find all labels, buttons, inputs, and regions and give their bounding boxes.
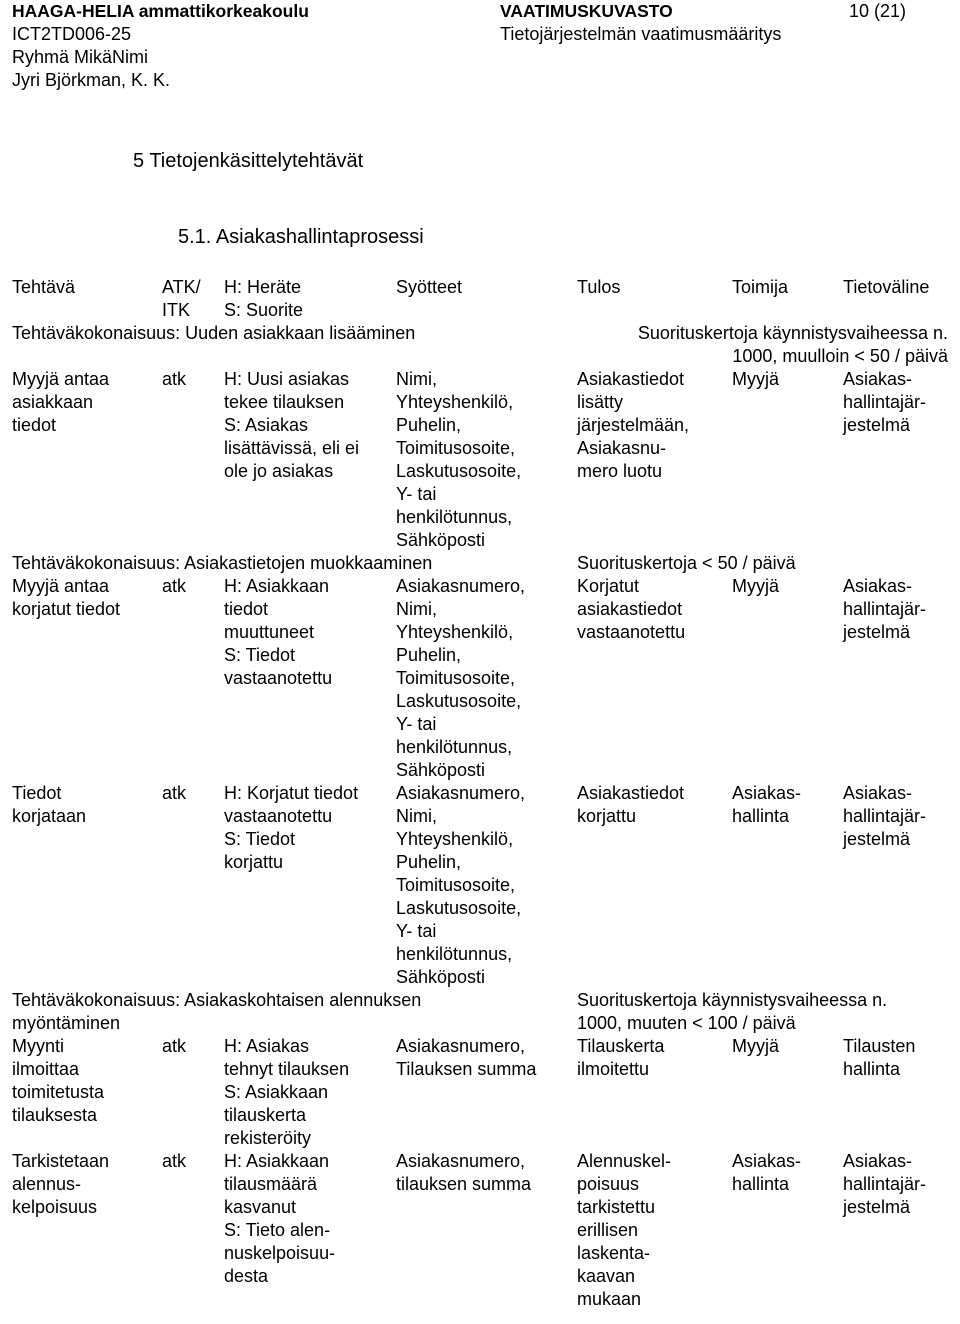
cell-actor: Myyjä xyxy=(732,369,780,389)
cell-atk: atk xyxy=(162,783,187,803)
cell-inputs: Asiakasnumero, tilauksen summa xyxy=(396,1151,532,1194)
section-title: Tehtäväkokonaisuus: Uuden asiakkaan lisääminen xyxy=(12,323,416,343)
section-frequency: Suorituskertoja < 50 / päivä xyxy=(577,553,796,573)
col-header-actor: Toimija xyxy=(732,277,789,297)
cell-trigger: H: Asiakkaan tilausmäärä kasvanut S: Tieto alen- nuskelpoisuu- desta xyxy=(224,1151,336,1286)
cell-trigger: H: Uusi asiakas tekee tilauksen S: Asiakas lisättävissä, eli ei ole jo asiakas xyxy=(224,369,360,481)
section-heading: 5 Tietojenkäsittelytehtävät xyxy=(133,150,364,172)
process-table-body xyxy=(6,276,956,1311)
document-title: VAATIMUSKUVASTO xyxy=(500,1,673,21)
col-header-trigger: H: Heräte S: Suorite xyxy=(224,277,304,320)
section-row xyxy=(6,322,956,368)
page-number: 10 (21) xyxy=(848,1,906,21)
cell-task: Tiedot korjataan xyxy=(12,783,87,826)
cell-task: Myynti ilmoittaa toimitetusta tilauksesta xyxy=(12,1036,105,1125)
cell-trigger: H: Asiakkaan tiedot muuttuneet S: Tiedot vastaanotettu xyxy=(224,576,333,688)
section-title: Tehtäväkokonaisuus: Asiakaskohtaisen alennuksen myöntäminen xyxy=(12,990,422,1033)
cell-result: Alennuskel- poisuus tarkistettu erillisen laskenta- kaavan mukaan xyxy=(577,1151,672,1309)
section-row xyxy=(6,552,956,575)
header-left xyxy=(12,0,309,92)
cell-trigger: H: Asiakas tehnyt tilauksen S: Asiakkaan tilauskerta rekisteröity xyxy=(224,1036,350,1148)
table-row xyxy=(6,1035,956,1150)
table-header-row xyxy=(6,276,956,322)
cell-tool: Asiakas- hallintajär- jestelmä xyxy=(843,783,927,849)
table-row xyxy=(6,575,956,782)
cell-actor: Myyjä xyxy=(732,576,780,596)
header-center xyxy=(500,0,781,46)
section-title: Tehtäväkokonaisuus: Asiakastietojen muokkaaminen xyxy=(12,553,433,573)
page-header xyxy=(12,0,948,90)
cell-inputs: Asiakasnumero, Nimi, Yhteyshenkilö, Puhelin, Toimitusosoite, Laskutusosoite, Y- tai henkilötunnus, Sähköposti xyxy=(396,783,526,987)
cell-tool: Asiakas- hallintajär- jestelmä xyxy=(843,576,927,642)
table-row xyxy=(6,1150,956,1311)
cell-task: Tarkistetaan alennus- kelpoisuus xyxy=(12,1151,110,1217)
cell-tool: Tilausten hallinta xyxy=(843,1036,916,1079)
cell-inputs: Asiakasnumero, Nimi, Yhteyshenkilö, Puhelin, Toimitusosoite, Laskutusosoite, Y- tai henkilötunnus, Sähköposti xyxy=(396,576,526,780)
cell-atk: atk xyxy=(162,576,187,596)
cell-atk: atk xyxy=(162,1151,187,1171)
document-subtitle: Tietojärjestelmän vaatimusmääritys xyxy=(500,24,782,44)
cell-inputs: Nimi, Yhteyshenkilö, Puhelin, Toimitusosoite, Laskutusosoite, Y- tai henkilötunnus, Sähköposti xyxy=(396,369,522,550)
cell-result: Korjatut asiakastiedot vastaanotettu xyxy=(577,576,686,642)
cell-result: Tilauskerta ilmoitettu xyxy=(577,1036,665,1079)
section-frequency: Suorituskertoja käynnistysvaiheessa n. 1000, muulloin < 50 / päivä xyxy=(637,323,948,366)
cell-result: Asiakastiedot korjattu xyxy=(577,783,685,826)
col-header-tool: Tietoväline xyxy=(843,277,930,297)
cell-actor: Asiakas- hallinta xyxy=(732,783,802,826)
school-name: HAAGA-HELIA ammattikorkeakoulu xyxy=(12,1,309,21)
cell-inputs: Asiakasnumero, Tilauksen summa xyxy=(396,1036,537,1079)
cell-tool: Asiakas- hallintajär- jestelmä xyxy=(843,369,927,435)
section-frequency: Suorituskertoja käynnistysvaiheessa n. 1000, muuten < 100 / päivä xyxy=(577,990,888,1033)
course-code: ICT2TD006-25 xyxy=(12,24,132,44)
cell-actor: Myyjä xyxy=(732,1036,780,1056)
col-header-result: Tulos xyxy=(577,277,621,297)
table-row xyxy=(6,368,956,552)
process-table xyxy=(6,276,956,1311)
cell-result: Asiakastiedot lisätty järjestelmään, Asiakasnu- mero luotu xyxy=(577,369,690,481)
col-header-task: Tehtävä xyxy=(12,277,76,297)
section-row xyxy=(6,989,956,1035)
cell-trigger: H: Korjatut tiedot vastaanotettu S: Tiedot korjattu xyxy=(224,783,359,872)
cell-tool: Asiakas- hallintajär- jestelmä xyxy=(843,1151,927,1217)
col-header-inputs: Syötteet xyxy=(396,277,463,297)
col-header-atk: ATK/ ITK xyxy=(162,277,201,320)
cell-atk: atk xyxy=(162,369,187,389)
cell-task: Myyjä antaa asiakkaan tiedot xyxy=(12,369,110,435)
group-name: Ryhmä MikäNimi xyxy=(12,47,149,67)
cell-actor: Asiakas- hallinta xyxy=(732,1151,802,1194)
authors: Jyri Björkman, K. K. xyxy=(12,70,171,90)
table-row xyxy=(6,782,956,989)
cell-atk: atk xyxy=(162,1036,187,1056)
subsection-heading: 5.1. Asiakashallintaprosessi xyxy=(178,226,424,248)
cell-task: Myyjä antaa korjatut tiedot xyxy=(12,576,121,619)
